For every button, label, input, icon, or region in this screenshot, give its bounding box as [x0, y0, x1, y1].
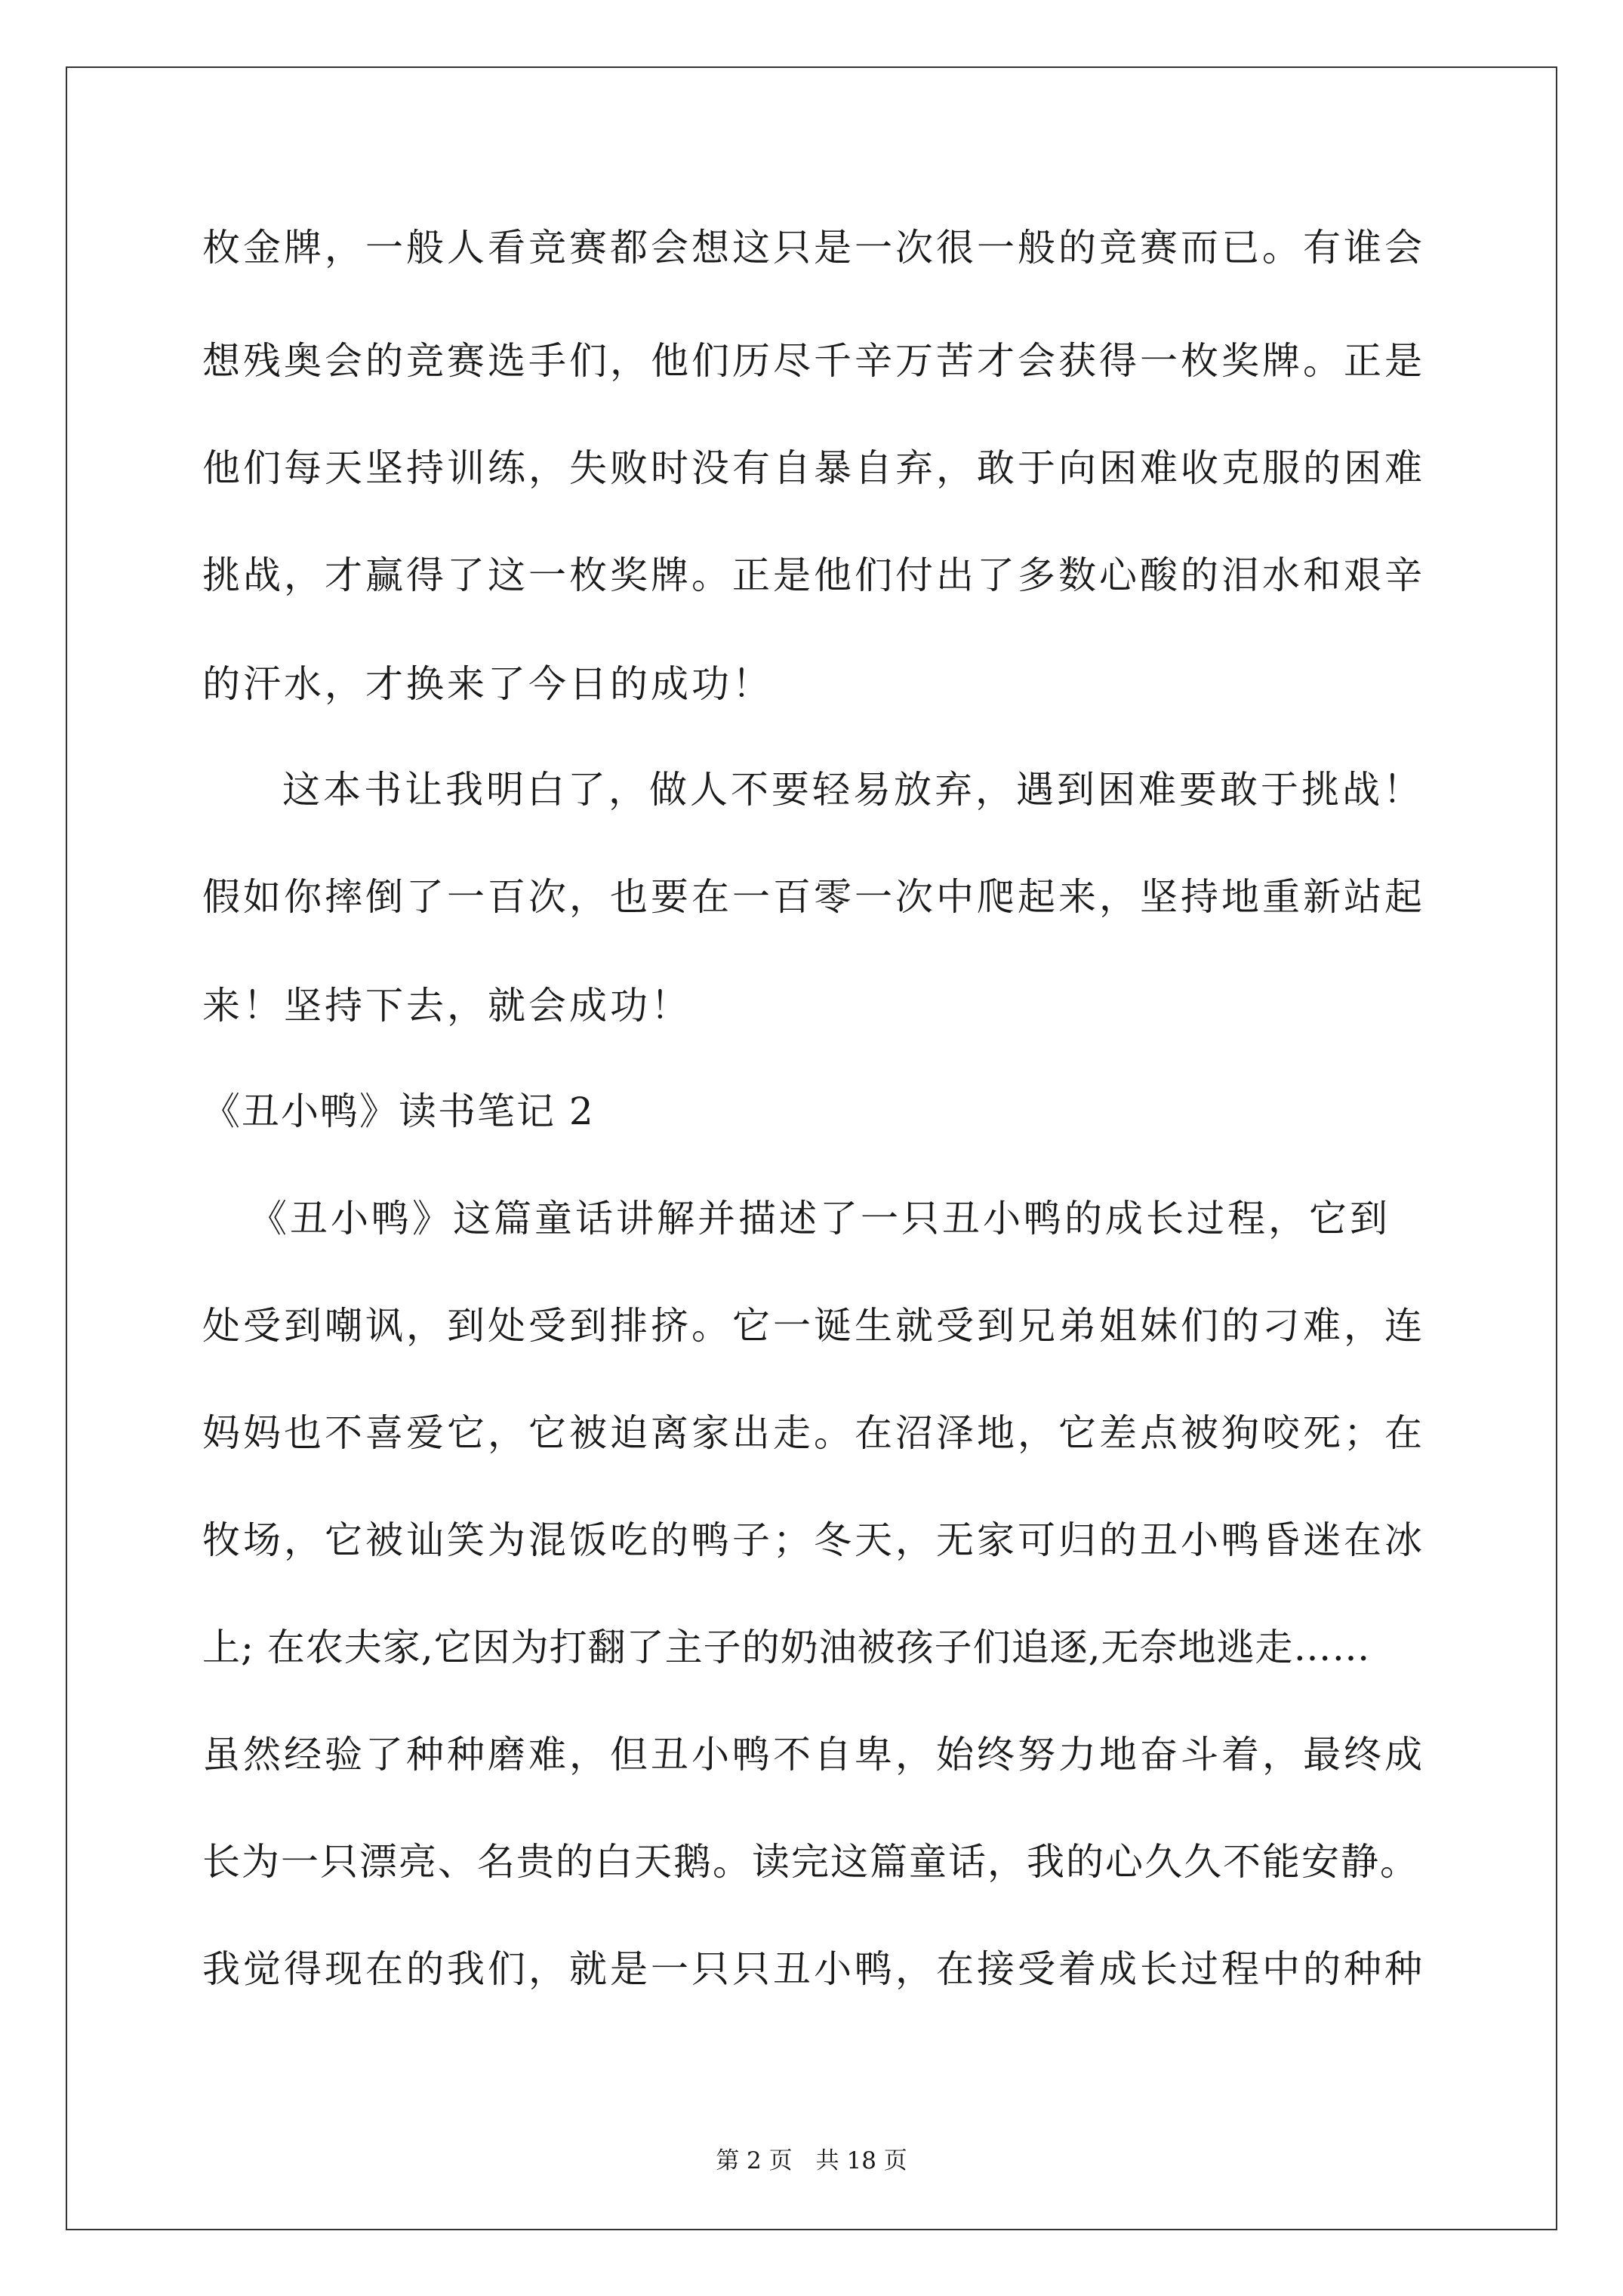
text-line: 处受到嘲讽，到处受到排挤。它一诞生就受到兄弟姐妹们的刁难，连	[202, 1304, 1425, 1348]
text-line: 长为一只漂亮、名贵的白天鹅。读完这篇童话，我的心久久不能安静。	[202, 1840, 1419, 1884]
text-line: 我觉得现在的我们，就是一只只丑小鸭，在接受着成长过程中的种种	[202, 1947, 1425, 1991]
page-footer: 第 2 页 共 18 页	[716, 2147, 907, 2174]
paragraph-start-line: 这本书让我明白了，做人不要轻易放弃，遇到困难要敢于挑战！	[282, 768, 1424, 812]
text-line: 枚金牌，一般人看竞赛都会想这只是一次很一般的竞赛而已。有谁会	[202, 226, 1425, 270]
text-line: 来！坚持下去，就会成功！	[202, 984, 691, 1028]
text-line: 上; 在农夫家,它因为打翻了主子的奶油被孩子们追逐,无奈地逃走……	[202, 1626, 1371, 1669]
paragraph-start-line: 《丑小鸭》这篇童话讲解并描述了一只丑小鸭的成长过程，它到	[249, 1197, 1390, 1240]
text-line: 的汗水，才换来了今日的成功！	[202, 662, 773, 706]
text-line: 他们每天坚持训练，失败时没有自暴自弃，敢于向困难收克服的困难	[202, 446, 1425, 490]
section-heading: 《丑小鸭》读书笔记 2	[202, 1089, 595, 1133]
text-line: 假如你摔倒了一百次，也要在一百零一次中爬起来，坚持地重新站起	[202, 875, 1425, 919]
text-line: 牧场，它被讪笑为混饭吃的鸭子；冬天，无家可归的丑小鸭昏迷在冰	[202, 1518, 1425, 1562]
text-line: 妈妈也不喜爱它，它被迫离家出走。在沼泽地，它差点被狗咬死；在	[202, 1411, 1425, 1455]
page-border	[66, 66, 1557, 2230]
text-line: 虽然经验了种种磨难，但丑小鸭不自卑，始终努力地奋斗着，最终成	[202, 1733, 1425, 1777]
text-line: 挑战，才赢得了这一枚奖牌。正是他们付出了多数心酸的泪水和艰辛	[202, 553, 1425, 597]
text-line: 想残奥会的竞赛选手们，他们历尽千辛万苦才会获得一枚奖牌。正是	[202, 339, 1425, 383]
